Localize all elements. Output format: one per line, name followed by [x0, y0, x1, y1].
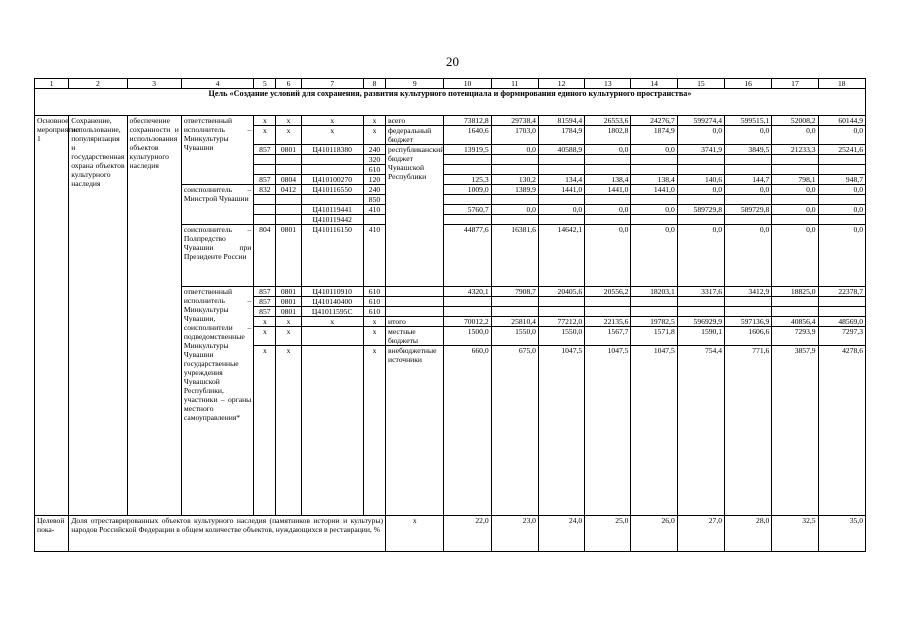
table-cell: 857: [254, 287, 276, 297]
value-cell: 754,4: [677, 346, 724, 516]
target-indicator-row: [35, 516, 866, 552]
table-cell: [772, 307, 818, 317]
table-cell: [276, 215, 301, 225]
table-cell: [585, 165, 631, 175]
header-cell: 9: [386, 79, 444, 89]
value-cell: 35,0: [818, 516, 865, 552]
table-cell: x: [254, 346, 276, 516]
table-cell: [677, 155, 724, 165]
table-cell: [772, 155, 818, 165]
table-cell: [818, 195, 865, 205]
table-cell: [386, 297, 444, 307]
table-cell: [631, 307, 677, 317]
value-cell: 28,0: [725, 516, 772, 552]
value-cell: 1703,0: [491, 126, 538, 145]
table-cell: [538, 215, 584, 225]
value-cell: 0,0: [538, 205, 584, 215]
table-cell: Ц410119441: [301, 205, 363, 215]
value-cell: 596929,9: [677, 317, 724, 327]
table-cell: x: [254, 327, 276, 346]
value-cell: 29738,4: [491, 116, 538, 126]
table-cell: [254, 195, 276, 205]
table-cell: 0801: [276, 307, 301, 317]
header-cell: 13: [585, 79, 631, 89]
table-cell: x: [276, 126, 301, 145]
value-cell: 0,0: [585, 205, 631, 215]
table-cell: [444, 215, 491, 225]
funding-source: федеральный бюджет: [386, 126, 444, 145]
table-cell: Ц410100270: [301, 175, 363, 185]
table-cell: 857: [254, 297, 276, 307]
table-cell: [276, 205, 301, 215]
table-cell: [538, 307, 584, 317]
table-cell: 610: [363, 287, 385, 297]
table-cell: Ц410118380: [301, 145, 363, 155]
value-cell: 0,0: [725, 185, 772, 195]
value-cell: 22378,7: [818, 287, 865, 297]
table-cell: 857: [254, 145, 276, 155]
table-cell: x: [254, 317, 276, 327]
value-cell: 3849,5: [725, 145, 772, 155]
table-row: [35, 116, 866, 126]
value-cell: 1441,0: [538, 185, 584, 195]
table-cell: 0801: [276, 225, 301, 287]
value-cell: 1441,0: [585, 185, 631, 195]
table-cell: [725, 215, 772, 225]
table-cell: [818, 215, 865, 225]
value-cell: 40856,4: [772, 317, 818, 327]
value-cell: 0,0: [677, 185, 724, 195]
value-cell: 24276,7: [631, 116, 677, 126]
value-cell: 1567,7: [585, 327, 631, 346]
value-cell: 599515,1: [725, 116, 772, 126]
main-event-task: обеспечение сохранности и использования объектов культурного наследия: [127, 116, 181, 516]
table-cell: x: [363, 116, 385, 126]
value-cell: 4278,6: [818, 346, 865, 516]
value-cell: 1047,5: [538, 346, 584, 516]
table-cell: [631, 297, 677, 307]
target-label: Целевой пока-: [35, 516, 69, 552]
value-cell: 0,0: [585, 225, 631, 287]
value-cell: 18203,1: [631, 287, 677, 297]
funding-source: внебюджетные источники: [386, 346, 444, 516]
value-cell: 25241,6: [818, 145, 865, 155]
table-cell: [444, 165, 491, 175]
value-cell: 7297,3: [818, 327, 865, 346]
table-cell: [444, 307, 491, 317]
table-cell: [301, 155, 363, 165]
table-cell: x: [363, 327, 385, 346]
value-cell: 40588,9: [538, 145, 584, 155]
table-cell: [386, 307, 444, 317]
header-cell: 4: [181, 79, 253, 89]
value-cell: 0,0: [772, 126, 818, 145]
main-event-label: Основное мероприятие 1: [35, 116, 69, 516]
value-cell: 0,0: [818, 126, 865, 145]
value-cell: 599274,4: [677, 116, 724, 126]
table-cell: 120: [363, 175, 385, 185]
table-cell: [725, 307, 772, 317]
table-cell: [818, 155, 865, 165]
value-cell: 771,6: [725, 346, 772, 516]
header-cell: 6: [276, 79, 301, 89]
value-cell: 0,0: [818, 205, 865, 215]
value-cell: 52008,2: [772, 116, 818, 126]
value-cell: 1802,8: [585, 126, 631, 145]
table-cell: 610: [363, 165, 385, 175]
value-cell: 1047,5: [585, 346, 631, 516]
header-cell: 11: [491, 79, 538, 89]
value-cell: 22,0: [444, 516, 491, 552]
value-cell: 16381,6: [491, 225, 538, 287]
value-cell: 18825,0: [772, 287, 818, 297]
value-cell: 1550,0: [538, 327, 584, 346]
value-cell: 0,0: [772, 185, 818, 195]
value-cell: 1009,0: [444, 185, 491, 195]
table-cell: 410: [363, 225, 385, 287]
value-cell: 26,0: [631, 516, 677, 552]
value-cell: 23,0: [491, 516, 538, 552]
table-cell: x: [276, 317, 301, 327]
value-cell: 44877,6: [444, 225, 491, 287]
table-cell: Ц410116150: [301, 225, 363, 287]
value-cell: 13919,5: [444, 145, 491, 155]
value-cell: 138,4: [631, 175, 677, 185]
table-cell: [585, 195, 631, 205]
funding-source: всего: [386, 116, 444, 126]
table-cell: x: [276, 116, 301, 126]
value-cell: 81594,4: [538, 116, 584, 126]
table-cell: [772, 297, 818, 307]
value-cell: 0,0: [677, 225, 724, 287]
table-cell: [677, 195, 724, 205]
header-cell: 15: [677, 79, 724, 89]
table-cell: [725, 297, 772, 307]
value-cell: 21233,3: [772, 145, 818, 155]
value-cell: 1784,9: [538, 126, 584, 145]
table-cell: Ц410140400: [301, 297, 363, 307]
value-cell: 0,0: [631, 205, 677, 215]
table-cell: [725, 195, 772, 205]
table-cell: [491, 155, 538, 165]
value-cell: 77212,0: [538, 317, 584, 327]
header-cell: 8: [363, 79, 385, 89]
value-cell: 1590,1: [677, 327, 724, 346]
funding-source: местные бюджеты: [386, 327, 444, 346]
header-cell: 17: [772, 79, 818, 89]
header-cell: 14: [631, 79, 677, 89]
table-cell: [301, 346, 363, 516]
table-cell: 410: [363, 205, 385, 215]
page-number: 20: [446, 54, 459, 69]
value-cell: 660,0: [444, 346, 491, 516]
table-cell: x: [363, 346, 385, 516]
value-cell: 73812,8: [444, 116, 491, 126]
table-cell: 320: [363, 155, 385, 165]
header-cell: 3: [127, 79, 181, 89]
table-cell: x: [301, 126, 363, 145]
table-cell: [631, 155, 677, 165]
value-cell: 0,0: [491, 145, 538, 155]
table-cell: [585, 297, 631, 307]
table-cell: x: [301, 317, 363, 327]
value-cell: 0,0: [772, 225, 818, 287]
goal-title: Цель «Создание условий для сохранения, развития культурного потенциала и формирования единого культурного пространства»: [35, 89, 866, 116]
table-cell: 0412: [276, 185, 301, 195]
value-cell: 0,0: [818, 225, 865, 287]
value-cell: 1606,6: [725, 327, 772, 346]
table-cell: x: [363, 126, 385, 145]
table-cell: [491, 307, 538, 317]
table-cell: 240: [363, 185, 385, 195]
table-cell: [254, 215, 276, 225]
value-cell: 1441,0: [631, 185, 677, 195]
value-cell: 0,0: [631, 225, 677, 287]
value-cell: 20405,6: [538, 287, 584, 297]
table-cell: [276, 165, 301, 175]
value-cell: 32,5: [772, 516, 818, 552]
responsible-executor: ответственный исполнитель – Минкультуры Чувашии, соисполнители – подведомственные Минкультуры Чувашии государственные учреждения Чувашской Республики, участники – органы местного самоуправления*: [181, 287, 253, 516]
table-cell: [772, 195, 818, 205]
value-cell: 1571,8: [631, 327, 677, 346]
table-cell: Ц410119442: [301, 215, 363, 225]
table-cell: [585, 215, 631, 225]
header-cell: 18: [818, 79, 865, 89]
table-cell: [538, 165, 584, 175]
goal-row: [35, 89, 866, 116]
value-cell: 0,0: [725, 225, 772, 287]
value-cell: 130,2: [491, 175, 538, 185]
value-cell: 0,0: [585, 145, 631, 155]
table-cell: 857: [254, 307, 276, 317]
table-cell: [491, 297, 538, 307]
table-cell: [538, 155, 584, 165]
value-cell: 25810,4: [491, 317, 538, 327]
table-cell: x: [254, 116, 276, 126]
table-cell: 832: [254, 185, 276, 195]
table-cell: [276, 155, 301, 165]
header-cell: 2: [69, 79, 127, 89]
table-cell: [301, 165, 363, 175]
value-cell: 70012,2: [444, 317, 491, 327]
table-cell: [538, 195, 584, 205]
header-cell: 16: [725, 79, 772, 89]
table-cell: [818, 307, 865, 317]
value-cell: 26553,6: [585, 116, 631, 126]
responsible-executor: соисполнитель – Полпредство Чувашии при Президенте России: [181, 225, 253, 287]
value-cell: 0,0: [772, 205, 818, 215]
value-cell: 0,0: [631, 145, 677, 155]
table-cell: x: [254, 126, 276, 145]
value-cell: 60144,9: [818, 116, 865, 126]
table-cell: x: [276, 327, 301, 346]
funding-source: республиканский бюджет Чувашской Республики: [386, 145, 444, 287]
value-cell: 3741,9: [677, 145, 724, 155]
value-cell: 1874,9: [631, 126, 677, 145]
value-cell: 19782,5: [631, 317, 677, 327]
value-cell: 144,7: [725, 175, 772, 185]
table-cell: 610: [363, 297, 385, 307]
table-cell: x: [276, 346, 301, 516]
table-cell: [444, 155, 491, 165]
table-cell: x: [301, 116, 363, 126]
value-cell: 7293,9: [772, 327, 818, 346]
value-cell: 24,0: [538, 516, 584, 552]
table-cell: [585, 155, 631, 165]
value-cell: 138,4: [585, 175, 631, 185]
table-cell: 850: [363, 195, 385, 205]
table-cell: 804: [254, 225, 276, 287]
value-cell: 48569,0: [818, 317, 865, 327]
value-cell: 798,1: [772, 175, 818, 185]
value-cell: 1500,0: [444, 327, 491, 346]
header-cell: 12: [538, 79, 584, 89]
value-cell: 3412,9: [725, 287, 772, 297]
table-cell: 610: [363, 307, 385, 317]
value-cell: 4320,1: [444, 287, 491, 297]
table-cell: Ц410116550: [301, 185, 363, 195]
value-cell: 675,0: [491, 346, 538, 516]
value-cell: 14642,1: [538, 225, 584, 287]
value-cell: 125,3: [444, 175, 491, 185]
target-text: Доля отреставрированных объектов культурного наследия (памятников истории и культуры) народов Российской Федерации в общем количестве объектов, нуждающихся в реставрации, %: [69, 516, 386, 552]
value-cell: 5760,7: [444, 205, 491, 215]
table-cell: [301, 327, 363, 346]
table-cell: [818, 297, 865, 307]
table-cell: [276, 195, 301, 205]
table-cell: [772, 165, 818, 175]
table-cell: [677, 307, 724, 317]
table-cell: [677, 297, 724, 307]
funding-source: итого: [386, 317, 444, 327]
value-cell: 1389,9: [491, 185, 538, 195]
header-row: [35, 79, 866, 89]
table-cell: [363, 215, 385, 225]
value-cell: 20556,2: [585, 287, 631, 297]
table-cell: [254, 205, 276, 215]
value-cell: 3857,9: [772, 346, 818, 516]
table-cell: [491, 215, 538, 225]
value-cell: 597136,9: [725, 317, 772, 327]
value-cell: 589729,8: [725, 205, 772, 215]
header-cell: 7: [301, 79, 363, 89]
table-cell: [725, 155, 772, 165]
table-cell: [631, 165, 677, 175]
header-cell: 5: [254, 79, 276, 89]
program-table: [34, 78, 866, 552]
value-cell: 0,0: [725, 126, 772, 145]
value-cell: 1047,5: [631, 346, 677, 516]
table-cell: [677, 215, 724, 225]
value-cell: 140,6: [677, 175, 724, 185]
table-cell: [677, 165, 724, 175]
value-cell: 1640,6: [444, 126, 491, 145]
table-cell: Ц41011595С: [301, 307, 363, 317]
value-cell: 27,0: [677, 516, 724, 552]
table-cell: [254, 155, 276, 165]
value-cell: 0,0: [491, 205, 538, 215]
table-cell: [818, 165, 865, 175]
table-cell: [301, 195, 363, 205]
table-cell: 857: [254, 175, 276, 185]
value-cell: 948,7: [818, 175, 865, 185]
table-cell: 0801: [276, 297, 301, 307]
value-cell: 134,4: [538, 175, 584, 185]
table-cell: [631, 215, 677, 225]
table-cell: [491, 195, 538, 205]
table-cell: [772, 215, 818, 225]
value-cell: 22135,6: [585, 317, 631, 327]
table-cell: 0801: [276, 145, 301, 155]
table-cell: [631, 195, 677, 205]
table-cell: [254, 165, 276, 175]
header-cell: 1: [35, 79, 69, 89]
value-cell: 0,0: [818, 185, 865, 195]
value-cell: 7908,7: [491, 287, 538, 297]
table-cell: [585, 307, 631, 317]
table-cell: [538, 297, 584, 307]
table-cell: 0804: [276, 175, 301, 185]
value-cell: 589729,8: [677, 205, 724, 215]
value-cell: 0,0: [677, 126, 724, 145]
main-event-title: Сохранение, использование, популяризация и государственная охрана объектов культурного наследия: [69, 116, 127, 516]
value-cell: 1550,0: [491, 327, 538, 346]
table-cell: [444, 297, 491, 307]
value-cell: 3317,6: [677, 287, 724, 297]
table-cell: Ц410110910: [301, 287, 363, 297]
responsible-executor: соисполнитель – Минстрой Чувашии: [181, 185, 253, 225]
header-cell: 10: [444, 79, 491, 89]
table-cell: x: [363, 317, 385, 327]
responsible-executor: ответственный исполнитель – Минкультуры Чувашии: [181, 116, 253, 185]
table-cell: x: [386, 516, 444, 552]
table-cell: 240: [363, 145, 385, 155]
table-cell: [491, 165, 538, 175]
table-cell: [725, 165, 772, 175]
table-cell: [444, 195, 491, 205]
table-cell: [386, 287, 444, 297]
value-cell: 25,0: [585, 516, 631, 552]
table-cell: 0801: [276, 287, 301, 297]
